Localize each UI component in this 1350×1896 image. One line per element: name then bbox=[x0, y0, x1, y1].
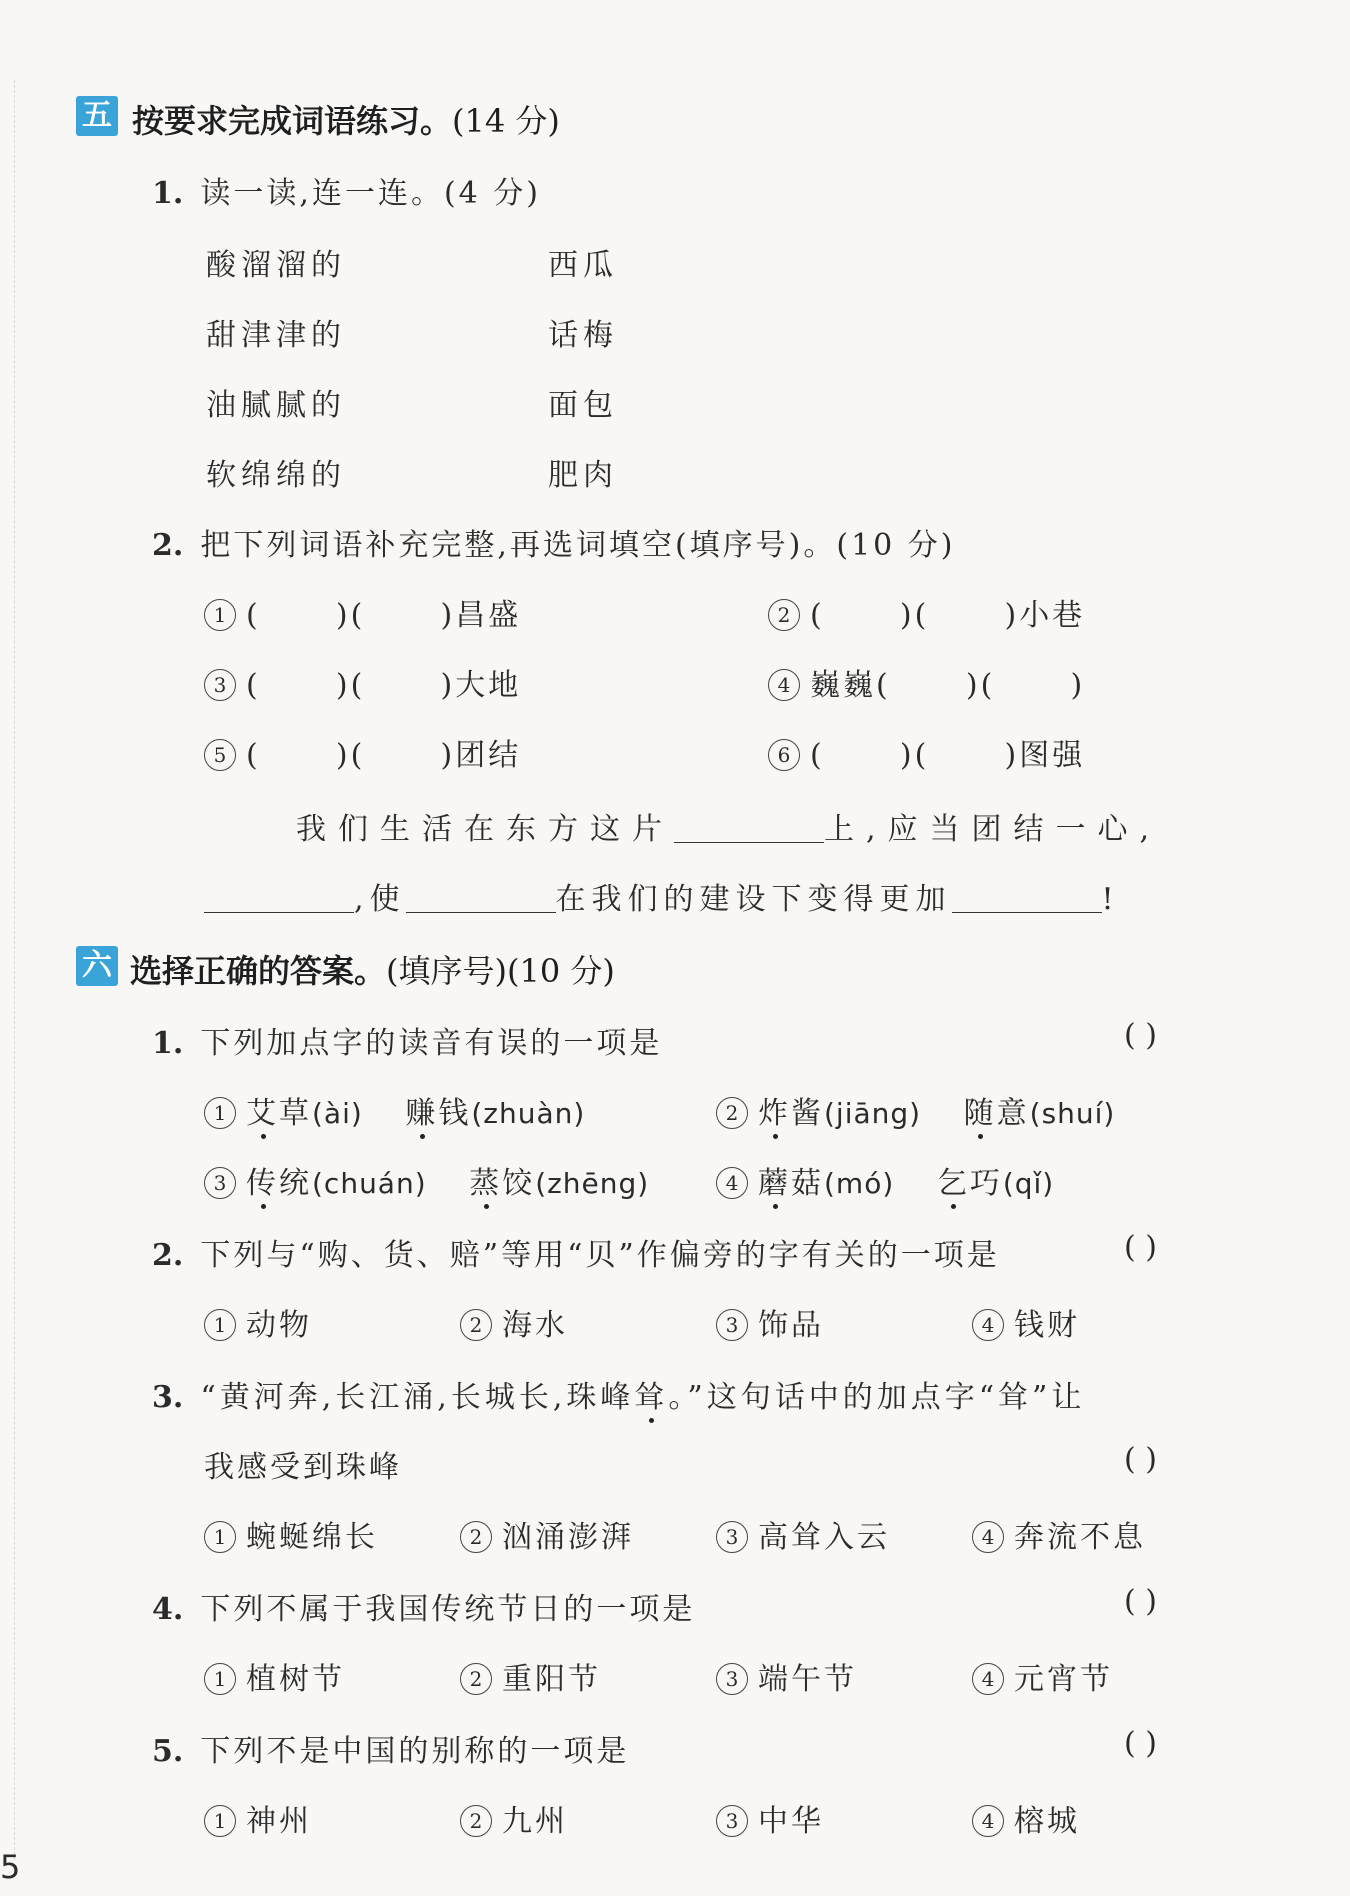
s6-q4-option-2[interactable] bbox=[460, 1654, 601, 1698]
circled-number: 4 bbox=[972, 1805, 1004, 1837]
s6-q2 bbox=[152, 1230, 1000, 1274]
idiom-item-1[interactable]: 1 ( )( )昌盛 bbox=[204, 590, 521, 634]
s6-q5-option-3[interactable] bbox=[716, 1796, 824, 1840]
s6-q5-num: 5. bbox=[152, 1734, 184, 1769]
pinyin: (zhuàn) bbox=[471, 1097, 586, 1130]
s6-q1-num: 1. bbox=[152, 1026, 184, 1061]
circled-number: 2 bbox=[460, 1309, 492, 1341]
section6-title bbox=[130, 946, 615, 992]
s6-q5-option-1[interactable] bbox=[204, 1796, 312, 1840]
word-rest: 菇 bbox=[791, 1166, 824, 1201]
s6-q1-option-1[interactable] bbox=[204, 1088, 585, 1132]
pinyin: (mó) bbox=[824, 1167, 895, 1200]
idiom-item-6[interactable]: 6 ( )( )图强 bbox=[768, 730, 1085, 774]
idiom-prefix: 巍巍 bbox=[810, 668, 876, 703]
s6-q4-num: 4. bbox=[152, 1592, 184, 1627]
option-text: 重阳节 bbox=[502, 1662, 601, 1697]
option-text: 植树节 bbox=[246, 1662, 345, 1697]
option-text: 神州 bbox=[246, 1804, 312, 1839]
match-right-2[interactable]: 话梅 bbox=[548, 318, 618, 353]
circled-number: 1 bbox=[204, 1805, 236, 1837]
q3-text-b: 。”这句话中的加点字“耸”让 bbox=[668, 1380, 1086, 1415]
s6-q5-text: 下列不是中国的别称的一项是 bbox=[200, 1734, 630, 1769]
fill-line-2 bbox=[204, 874, 1120, 918]
section5-title-text: 按要求完成词语练习。 bbox=[132, 102, 453, 140]
pinyin: (qǐ) bbox=[1002, 1167, 1055, 1200]
circled-number: 2 bbox=[716, 1097, 748, 1129]
word-rest: 草 bbox=[279, 1096, 312, 1131]
fill-line-1 bbox=[296, 804, 1161, 848]
section6-points: (填序号)(10 分) bbox=[386, 952, 615, 990]
fill-blank[interactable] bbox=[674, 812, 824, 843]
s6-q1-text: 下列加点字的读音有误的一项是 bbox=[200, 1026, 663, 1061]
option-text: 汹涌澎湃 bbox=[502, 1520, 634, 1555]
circled-number: 4 bbox=[972, 1309, 1004, 1341]
s6-q4-text: 下列不属于我国传统节日的一项是 bbox=[200, 1592, 696, 1627]
circled-number: 4 bbox=[768, 669, 800, 701]
option-text: 动物 bbox=[246, 1308, 312, 1343]
fill-text: ! bbox=[1101, 882, 1120, 917]
idiom-suffix: 团结 bbox=[455, 738, 522, 773]
circled-number: 4 bbox=[972, 1663, 1004, 1695]
s6-q2-option-2[interactable] bbox=[460, 1300, 568, 1344]
option-text: 高耸入云 bbox=[758, 1520, 890, 1555]
circled-number: 3 bbox=[204, 1167, 236, 1199]
word-rest: 意 bbox=[996, 1096, 1030, 1131]
idiom-suffix: 大地 bbox=[455, 668, 522, 703]
dotted-char: 蘑 bbox=[758, 1166, 791, 1201]
s6-q2-option-1[interactable] bbox=[204, 1300, 312, 1344]
dotted-char: 蒸 bbox=[469, 1166, 503, 1201]
section5-points: (14 分) bbox=[452, 102, 560, 140]
fill-text: 在我们的建设下变得更加 bbox=[555, 882, 952, 917]
s6-q3-text bbox=[200, 1380, 1085, 1415]
option-text: 海水 bbox=[502, 1308, 568, 1343]
s6-q1-option-2[interactable] bbox=[716, 1088, 1115, 1132]
section6-title-text: 选择正确的答案。 bbox=[130, 952, 387, 990]
dotted-char: 炸 bbox=[758, 1096, 791, 1131]
s6-q3-answer-paren[interactable]: ( ) bbox=[1124, 1442, 1157, 1477]
s5-q2-text: 把下列词语补充完整,再选词填空(填序号)。(10 分) bbox=[200, 528, 956, 563]
circled-number: 1 bbox=[204, 1309, 236, 1341]
option-text: 九州 bbox=[502, 1804, 568, 1839]
circled-number: 2 bbox=[460, 1663, 492, 1695]
circled-number: 4 bbox=[716, 1167, 748, 1199]
option-text: 饰品 bbox=[758, 1308, 824, 1343]
dotted-char: 赚 bbox=[405, 1096, 439, 1131]
option-text: 钱财 bbox=[1014, 1308, 1080, 1343]
s6-q1 bbox=[152, 1018, 662, 1062]
match-right-3[interactable]: 面包 bbox=[548, 388, 618, 423]
pinyin: (shuí) bbox=[1029, 1097, 1116, 1130]
circled-number: 1 bbox=[204, 1521, 236, 1553]
option-text: 中华 bbox=[758, 1804, 824, 1839]
s6-q5-answer-paren[interactable]: ( ) bbox=[1124, 1726, 1157, 1761]
page-edge-line bbox=[14, 80, 15, 1860]
match-left-2[interactable]: 甜津津的 bbox=[206, 318, 346, 353]
circled-number: 5 bbox=[204, 739, 236, 771]
s6-q5-option-4[interactable] bbox=[972, 1796, 1080, 1840]
idiom-item-4[interactable]: 4 巍巍( )( ) bbox=[768, 660, 1085, 704]
circled-number: 3 bbox=[204, 669, 236, 701]
s6-q5 bbox=[152, 1726, 629, 1770]
s6-q4 bbox=[152, 1584, 695, 1628]
dotted-char: 乞 bbox=[936, 1166, 970, 1201]
s6-q4-option-1[interactable] bbox=[204, 1654, 345, 1698]
dotted-char: 艾 bbox=[246, 1096, 279, 1131]
s6-q1-answer-paren[interactable]: ( ) bbox=[1124, 1018, 1157, 1053]
fill-blank[interactable] bbox=[204, 882, 354, 913]
pinyin: (chuán) bbox=[312, 1167, 427, 1200]
s5-q1-text: 读一读,连一连。(4 分) bbox=[200, 176, 541, 211]
match-right-1[interactable]: 西瓜 bbox=[548, 248, 618, 283]
s6-q3-text-line2: 我感受到珠峰 bbox=[204, 1450, 402, 1485]
s6-q1-option-3[interactable] bbox=[204, 1158, 649, 1202]
word-rest: 统 bbox=[279, 1166, 312, 1201]
pinyin: (ài) bbox=[312, 1097, 363, 1130]
idiom-item-3[interactable]: 3 ( )( )大地 bbox=[204, 660, 521, 704]
s6-q4-answer-paren[interactable]: ( ) bbox=[1124, 1584, 1157, 1619]
idiom-suffix: 昌盛 bbox=[455, 598, 522, 633]
match-left-4[interactable]: 软绵绵的 bbox=[206, 458, 346, 493]
s6-q2-option-4[interactable] bbox=[972, 1300, 1080, 1344]
s6-q3 bbox=[152, 1372, 1085, 1416]
fill-blank[interactable] bbox=[406, 882, 556, 913]
s5-q1-num: 1. bbox=[152, 176, 184, 211]
s6-q2-option-3[interactable] bbox=[716, 1300, 824, 1344]
word-rest: 酱 bbox=[791, 1096, 824, 1131]
s6-q2-text: 下列与“购、货、赔”等用“贝”作偏旁的字有关的一项是 bbox=[200, 1238, 1000, 1273]
circled-number: 6 bbox=[768, 739, 800, 771]
s6-q3-option-4[interactable] bbox=[972, 1512, 1146, 1556]
section5-badge: 五 bbox=[76, 96, 118, 136]
idiom-item-2[interactable]: 2 ( )( )小巷 bbox=[768, 590, 1085, 634]
dotted-char: 传 bbox=[246, 1166, 279, 1201]
option-text: 元宵节 bbox=[1014, 1662, 1113, 1697]
match-right-4[interactable]: 肥肉 bbox=[548, 458, 618, 493]
page-number: 5 bbox=[0, 1848, 21, 1886]
s6-q3-option-2[interactable] bbox=[460, 1512, 634, 1556]
match-left-3[interactable]: 油腻腻的 bbox=[206, 388, 346, 423]
fill-text: ,使 bbox=[354, 882, 406, 917]
s6-q2-answer-paren[interactable]: ( ) bbox=[1124, 1230, 1157, 1265]
word-rest: 巧 bbox=[969, 1166, 1003, 1201]
idiom-item-5[interactable]: 5 ( )( )团结 bbox=[204, 730, 521, 774]
q3-text-a: “黄河奔,长江涌,长城长,珠峰 bbox=[200, 1380, 635, 1415]
idiom-suffix: 图强 bbox=[1019, 738, 1086, 773]
s5-q2-num: 2. bbox=[152, 528, 184, 563]
pinyin: (jiāng) bbox=[824, 1097, 922, 1130]
circled-number: 4 bbox=[972, 1521, 1004, 1553]
circled-number: 3 bbox=[716, 1521, 748, 1553]
option-text: 榕城 bbox=[1014, 1804, 1080, 1839]
s5-q1 bbox=[152, 168, 541, 212]
s6-q3-num: 3. bbox=[152, 1380, 184, 1415]
option-text: 奔流不息 bbox=[1014, 1520, 1146, 1555]
word-rest: 饺 bbox=[502, 1166, 536, 1201]
dotted-char: 耸 bbox=[634, 1380, 669, 1415]
s6-q3-option-1[interactable] bbox=[204, 1512, 378, 1556]
circled-number: 2 bbox=[460, 1805, 492, 1837]
section5-title bbox=[132, 96, 560, 142]
circled-number: 3 bbox=[716, 1309, 748, 1341]
s6-q3-option-3[interactable] bbox=[716, 1512, 890, 1556]
dotted-char: 随 bbox=[963, 1096, 997, 1131]
pinyin: (zhēng) bbox=[535, 1167, 650, 1200]
s6-q1-option-4[interactable] bbox=[716, 1158, 1054, 1202]
match-left-1[interactable]: 酸溜溜的 bbox=[206, 248, 346, 283]
idiom-suffix: 小巷 bbox=[1019, 598, 1086, 633]
word-rest: 钱 bbox=[438, 1096, 472, 1131]
fill-text: 上,应当团结一心, bbox=[824, 812, 1162, 847]
circled-number: 1 bbox=[204, 599, 236, 631]
option-text: 蜿蜒绵长 bbox=[246, 1520, 378, 1555]
fill-text: 我们生活在东方这片 bbox=[296, 812, 674, 847]
section6-badge: 六 bbox=[76, 946, 118, 986]
option-text: 端午节 bbox=[758, 1662, 857, 1697]
s6-q2-num: 2. bbox=[152, 1238, 184, 1273]
s6-q4-option-4[interactable] bbox=[972, 1654, 1113, 1698]
circled-number: 1 bbox=[204, 1663, 236, 1695]
s6-q5-option-2[interactable] bbox=[460, 1796, 568, 1840]
fill-blank[interactable] bbox=[952, 882, 1102, 913]
circled-number: 2 bbox=[768, 599, 800, 631]
s5-q2 bbox=[152, 520, 955, 564]
circled-number: 2 bbox=[460, 1521, 492, 1553]
circled-number: 1 bbox=[204, 1097, 236, 1129]
s6-q4-option-3[interactable] bbox=[716, 1654, 857, 1698]
circled-number: 3 bbox=[716, 1805, 748, 1837]
circled-number: 3 bbox=[716, 1663, 748, 1695]
